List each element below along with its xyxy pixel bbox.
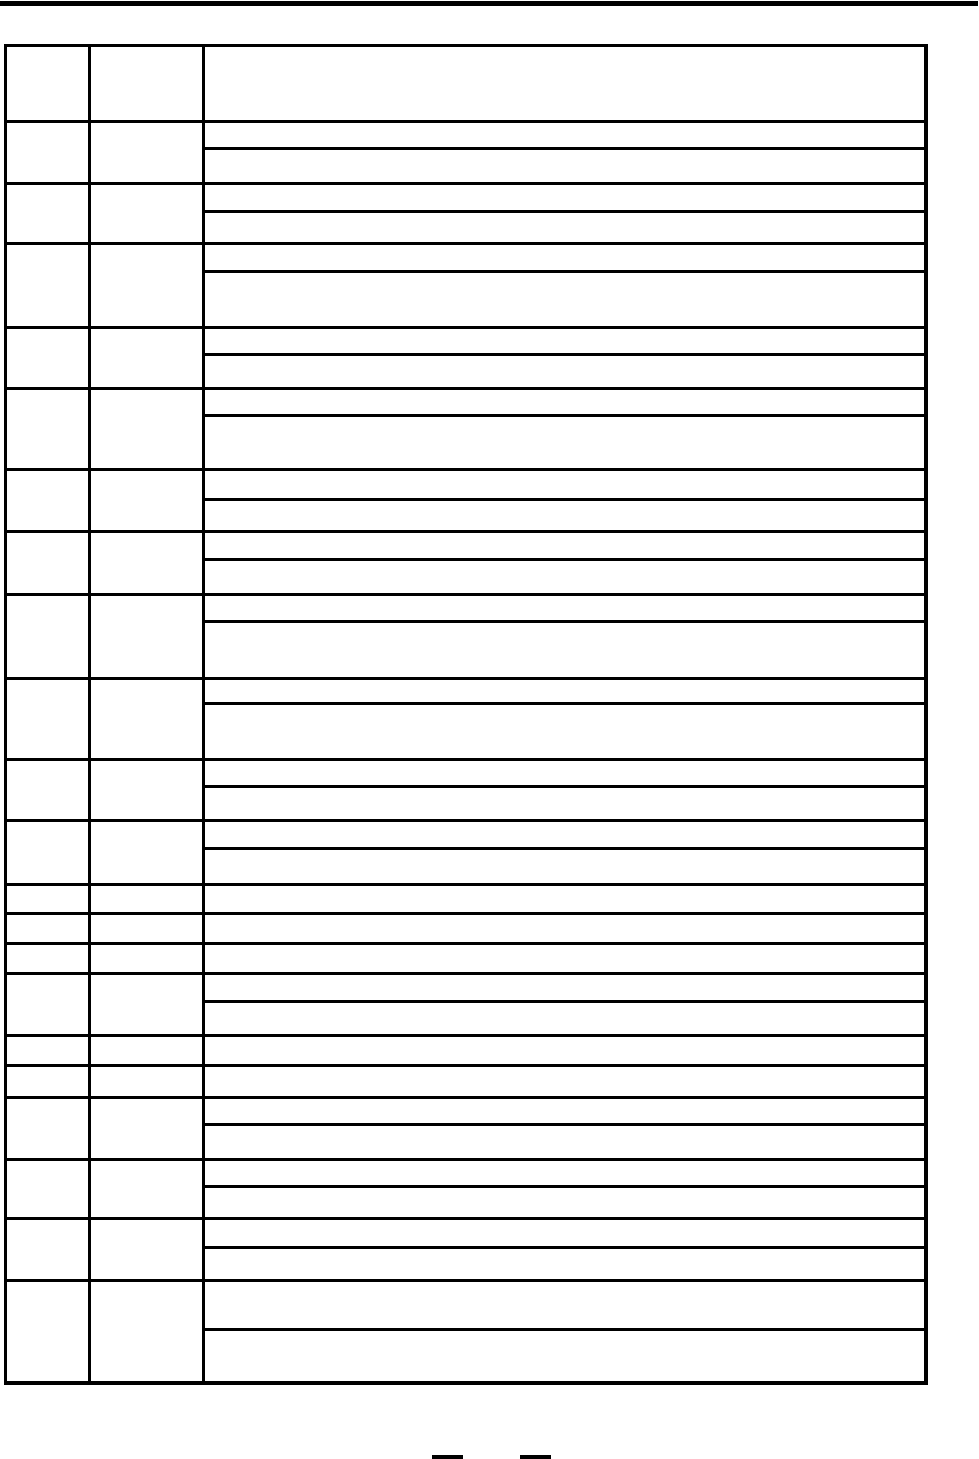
table-cell-column-3 [205, 915, 924, 942]
table-cell-column-3 [205, 123, 924, 182]
table-cell-column-3 [205, 1067, 924, 1096]
sub-row-divider-cell [205, 1282, 924, 1331]
sub-row-divider-cell [205, 596, 924, 623]
table-row [7, 1067, 924, 1099]
table-cell-column-1 [7, 390, 91, 468]
table-cell-column-1 [7, 1067, 91, 1096]
table-row [7, 915, 924, 945]
table-cell-column-2 [91, 533, 205, 593]
table-cell-column-3 [205, 533, 924, 593]
table-cell-column-2 [91, 185, 205, 242]
sub-row-divider-cell [205, 975, 924, 1003]
table-cell-column-2 [91, 329, 205, 387]
sub-row-divider-cell [205, 185, 924, 213]
table-cell-column-3 [205, 1282, 924, 1381]
table-row [7, 886, 924, 915]
table-cell-column-2 [91, 1099, 205, 1158]
table-row [7, 390, 924, 471]
sub-row-divider-cell [205, 1161, 924, 1188]
table-cell-column-1 [7, 1099, 91, 1158]
table-cell-column-3 [205, 390, 924, 468]
table-cell-column-2 [91, 1067, 205, 1096]
footer-dash-mark [432, 1455, 463, 1459]
table-cell-column-1 [7, 761, 91, 819]
table-cell-column-2 [91, 123, 205, 182]
sub-row-divider-cell [205, 390, 924, 417]
table-cell-column-2 [91, 1220, 205, 1279]
table-cell-column-1 [7, 1037, 91, 1064]
table-cell-column-3 [205, 596, 924, 677]
table-row [7, 1220, 924, 1282]
table-cell-column-2 [91, 596, 205, 677]
table-row [7, 329, 924, 390]
table-cell-column-1 [7, 945, 91, 972]
table-cell-column-1 [7, 245, 91, 326]
table-cell-column-2 [91, 822, 205, 883]
table-cell-column-2 [91, 945, 205, 972]
table-row [7, 1099, 924, 1161]
table-cell-column-3 [205, 245, 924, 326]
table-cell-column-2 [91, 886, 205, 912]
table-cell-column-1 [7, 915, 91, 942]
table-cell-column-2 [91, 680, 205, 758]
table-row [7, 761, 924, 822]
table-cell-column-3 [205, 1220, 924, 1279]
table-row [7, 945, 924, 975]
table-cell-column-2 [91, 1282, 205, 1381]
sub-row-divider-cell [205, 533, 924, 561]
sub-row-divider-cell [205, 123, 924, 150]
table-cell-column-3 [205, 761, 924, 819]
sub-row-divider-cell [205, 822, 924, 850]
table-cell-column-2 [91, 47, 205, 120]
table-row [7, 533, 924, 596]
table-cell-column-1 [7, 1282, 91, 1381]
table-row [7, 822, 924, 886]
table-cell-column-2 [91, 390, 205, 468]
table-cell-column-3 [205, 185, 924, 242]
table-cell-column-3 [205, 822, 924, 883]
table-cell-column-2 [91, 471, 205, 530]
table-cell-column-2 [91, 975, 205, 1034]
table-cell-column-2 [91, 1161, 205, 1217]
table-row [7, 680, 924, 761]
table-cell-column-3 [205, 329, 924, 387]
footer-dash-mark [520, 1455, 551, 1459]
table-cell-column-3 [205, 945, 924, 972]
table-cell-column-1 [7, 822, 91, 883]
table-row [7, 245, 924, 329]
table-cell-column-1 [7, 329, 91, 387]
table-cell-column-1 [7, 471, 91, 530]
table-row [7, 47, 924, 123]
table-cell-column-2 [91, 1037, 205, 1064]
sub-row-divider-cell [205, 761, 924, 788]
table-cell-column-2 [91, 245, 205, 326]
table-cell-column-3 [205, 1099, 924, 1158]
sub-row-divider-cell [205, 1099, 924, 1126]
table-row [7, 1037, 924, 1067]
table-cell-column-2 [91, 915, 205, 942]
table-cell-column-1 [7, 47, 91, 120]
table-row [7, 471, 924, 533]
table-cell-column-1 [7, 1161, 91, 1217]
table-cell-column-1 [7, 533, 91, 593]
table-row [7, 1161, 924, 1220]
table-cell-column-3 [205, 680, 924, 758]
table-cell-column-3 [205, 1161, 924, 1217]
table-row [7, 596, 924, 680]
table-row [7, 185, 924, 245]
sub-row-divider-cell [205, 471, 924, 501]
table-cell-column-1 [7, 185, 91, 242]
sub-row-divider-cell [205, 1220, 924, 1249]
table-cell-column-3 [205, 1037, 924, 1064]
table-cell-column-3 [205, 886, 924, 912]
sub-row-divider-cell [205, 245, 924, 273]
table-cell-column-2 [91, 761, 205, 819]
table-cell-column-1 [7, 680, 91, 758]
header-rule-bar [0, 1, 978, 6]
table-cell-column-1 [7, 975, 91, 1034]
table-cell-column-3 [205, 47, 924, 120]
table-cell-column-3 [205, 975, 924, 1034]
table-cell-column-1 [7, 596, 91, 677]
sub-row-divider-cell [205, 680, 924, 705]
sub-row-divider-cell [205, 329, 924, 356]
table-row [7, 123, 924, 185]
table-cell-column-3 [205, 471, 924, 530]
table-row [7, 1282, 924, 1381]
table-cell-column-1 [7, 123, 91, 182]
table-cell-column-1 [7, 886, 91, 912]
table-row [7, 975, 924, 1037]
table-cell-column-1 [7, 1220, 91, 1279]
empty-parameter-table [4, 44, 928, 1385]
